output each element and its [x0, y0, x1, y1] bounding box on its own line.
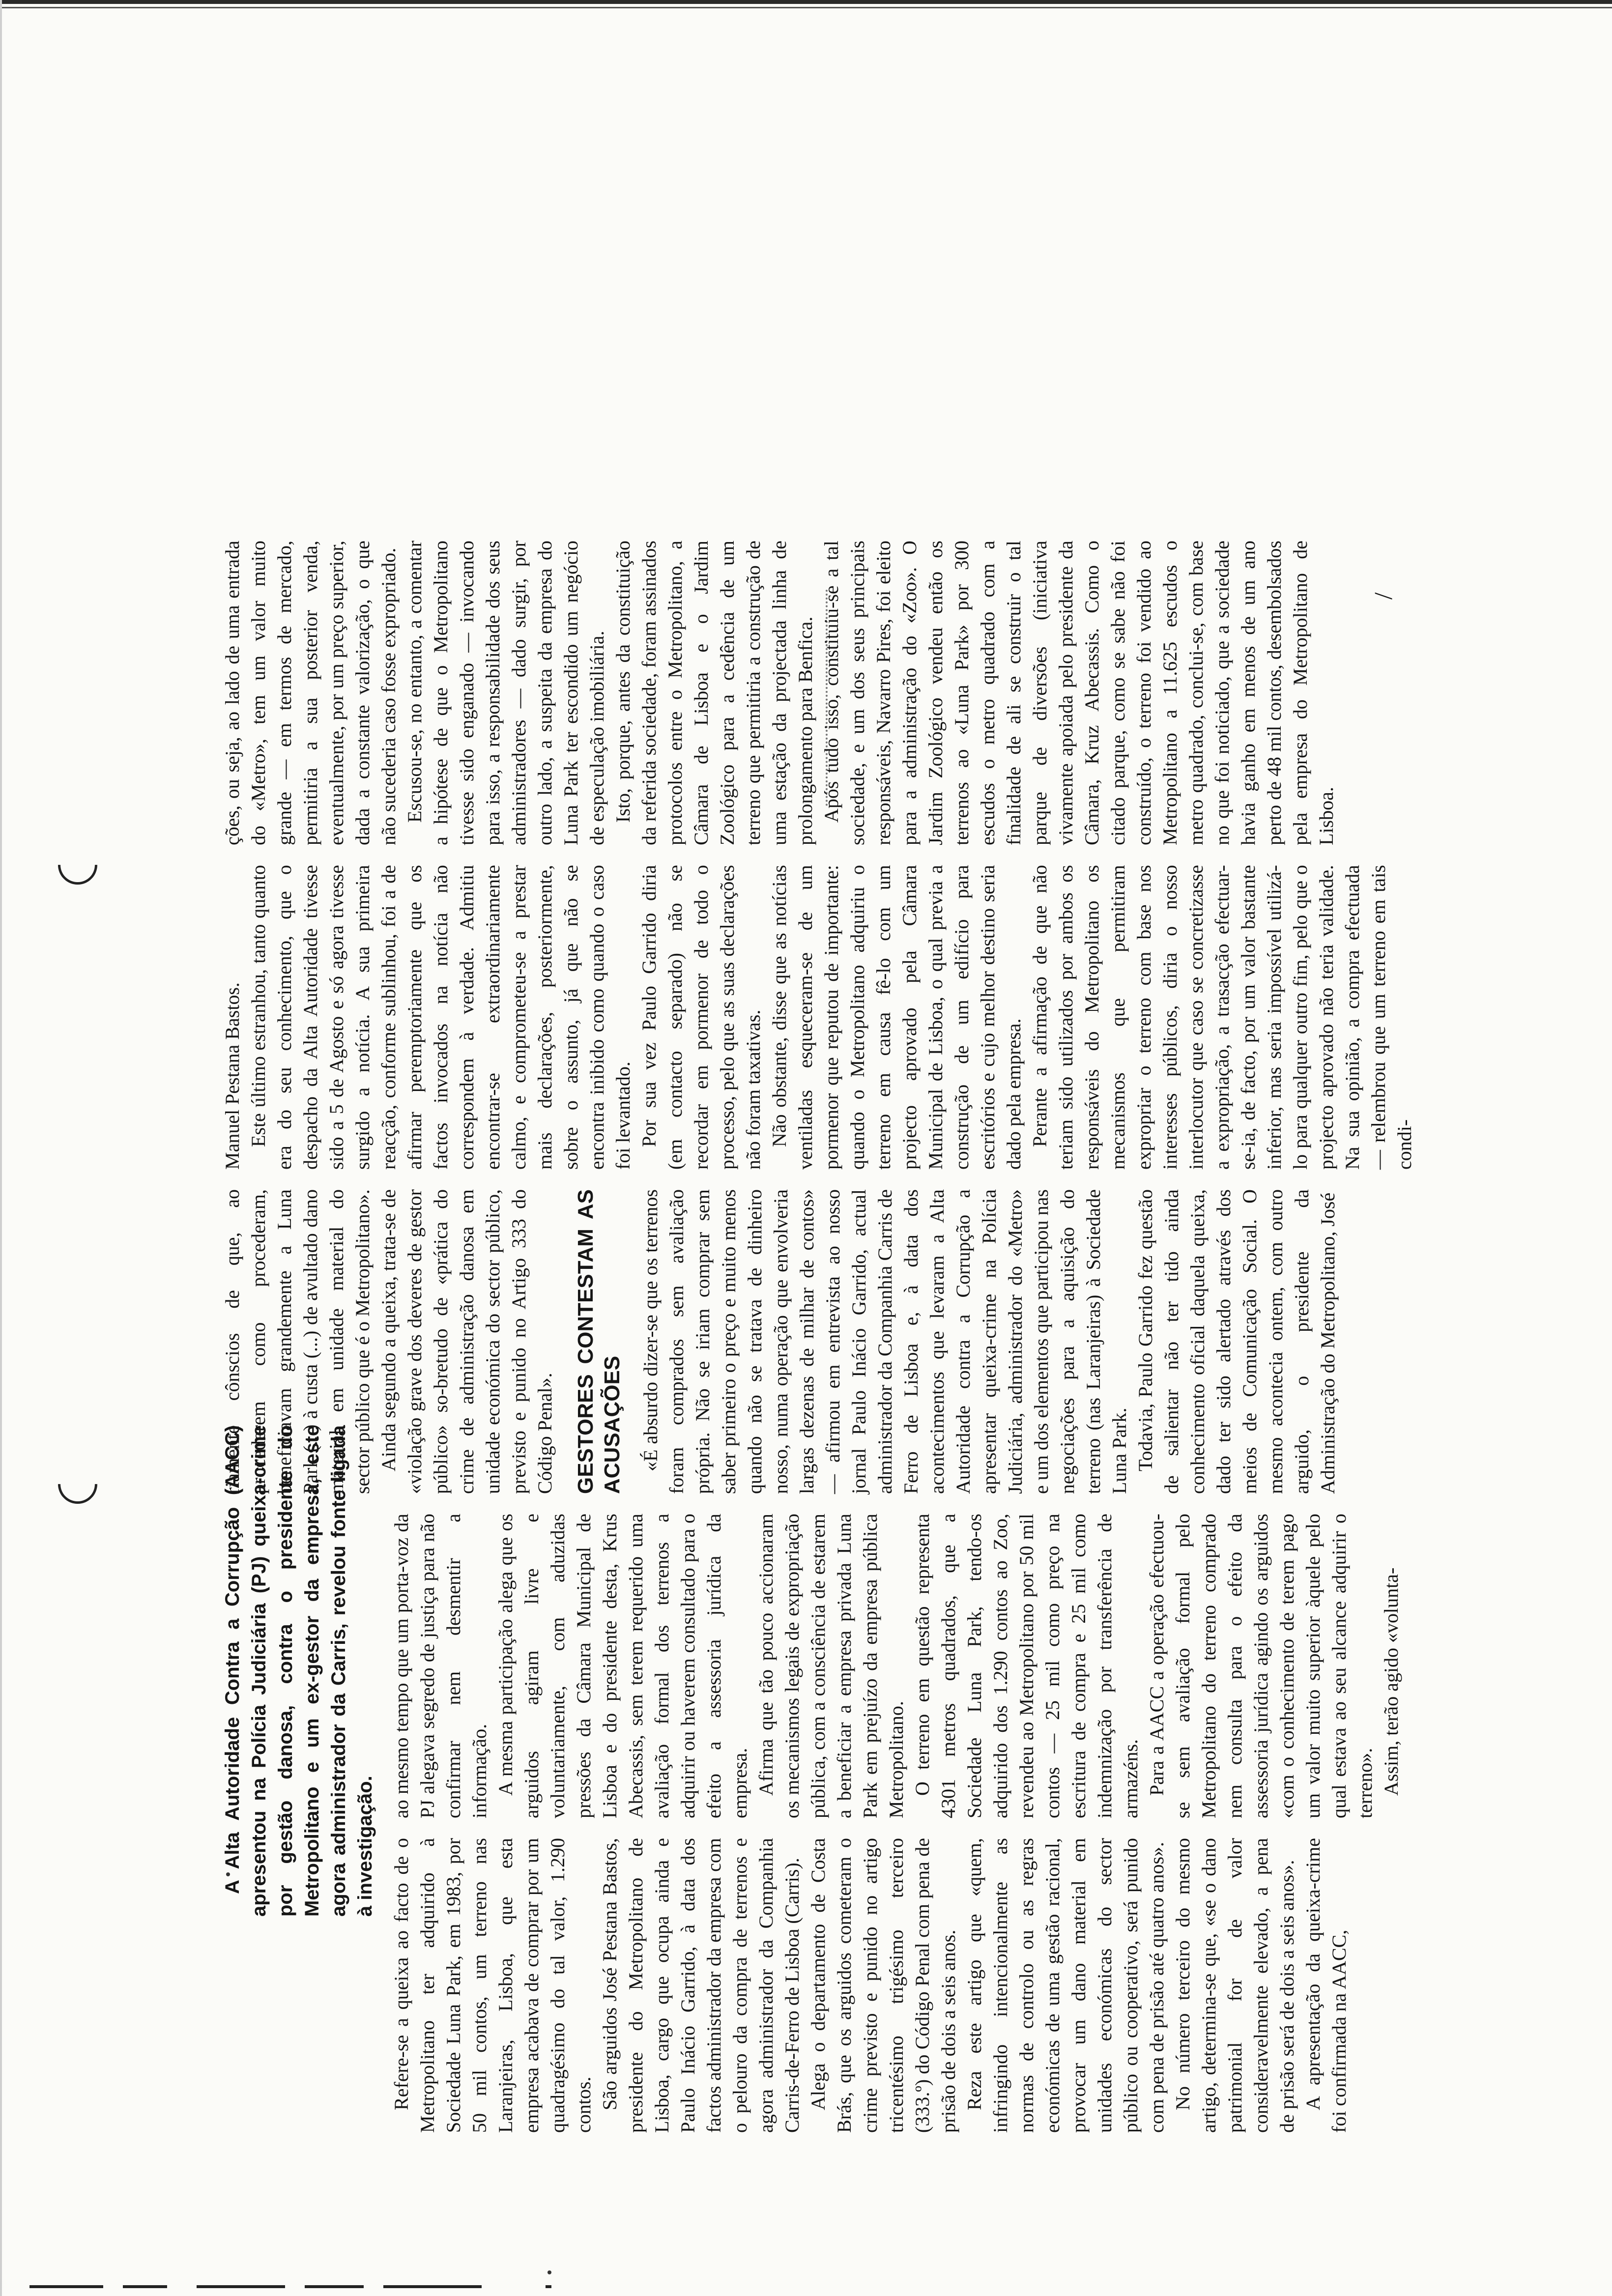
article-paragraph: Ainda segundo a queixa, trata-se de «violação grave dos deveres de gestor público» so-bretudo de «prática do crime de administração danosa em unidade económica do sector público, previsto e punido no Artigo 333 do Código Penal». [377, 1189, 556, 1494]
article-paragraph: Assim, terão agido «volunta- [1380, 1567, 1402, 1796]
article-paragraph: ao mesmo tempo que um porta-voz da PJ alegava segredo de justiça para não confirmar nem desmentir a informação. [390, 1514, 490, 1818]
article-paragraph: Não obstante, disse que as notícias ventiladas esqueceram-se de um pormenor que reputou de importante: quando o Metropolitano adquiriu o terreno em causa fê-lo com um projecto aprovado pela Câmara Municipal de Lisboa, o qual previa a construção de um edifício para escritórios e cujo melhor destino seria dado pela empresa. [768, 865, 1025, 1170]
article-paragraph: O terreno em questão representa 4301 metros quadrados, que a Sociedade Luna Park, tendo-os adquirido dos 1.290 contos ao Zoo, revendeu ao Metropolitano por 50 mil contos — 25 mil como preço na escritura de compra e 25 mil como indemnização por transferência de armazéns. [911, 1514, 1142, 1818]
article-column-4 [219, 865, 1417, 1170]
article-paragraph: Por sua vez Paulo Garrido diria (em contacto separado) não se recordar em pormenor de todo o processo, pelo que as suas declarações não foram taxativas. [638, 865, 764, 1170]
article-paragraph: Alega o departamento de Costa Brás, que os arguidos cometeram o crime previsto e punido no artigo tricentésimo trigésimo terceiro (333.º) do Código Penal com pena de prisão de dois a seis anos. [807, 1838, 959, 2133]
scan-border-top [0, 0, 1612, 4]
article-paragraph: «É absurdo dizer-se que os terrenos foram comprados sem avaliação própria. Não se iriam comprar sem saber primeiro o preço e muito menos quando não se tratava de dinheiro nosso, numa operação que envolveria largas dezenas de milhar de contos» — afirmou em entrevista ao nosso jornal Paulo Inácio Garrido, actual administrador da Companhia Carris de Ferro de Lisboa e, à data dos acontecimentos que levaram a Alta Autoridade contra a Corrupção a apresentar queixa-crime na Polícia Judiciária, administrador do «Metro» e um dos elementos que participou nas negociações para a aquisição do terreno (nas Laranjeiras) à Sociedade Luna Park. [639, 1189, 1130, 1494]
article-paragraph: A apresentação da queixa-crime foi confirmada na AACC, [1302, 1838, 1350, 2133]
article-paragraph: A mesma participação alega que os arguidos agiram livre e voluntariamente, com aduzidas pressões da Câmara Municipal de Lisboa e do presidente desta, Krus Abecassis, sem terem requerido uma avaliação formal dos terrenos a adquirir ou haverem consultado para o efeito a assessoria jurídica da empresa. [494, 1514, 751, 1818]
scan-border-line [0, 7, 1612, 8]
scan-bottom-marks [0, 2278, 1612, 2296]
closing-mark: / [1370, 592, 1398, 600]
article-paragraph: Perante a afirmação de que não teriam sido utilizados por ambos os responsáveis do Metropolitano os mecanismos que permitiram expropriar o terreno com base nos interesses públicos, diria o nosso interlocutor que caso se concretizasse a expropriação, a trasacção efectuar-se-ia, de facto, por um valor bastante inferior, mas seria impossível utilizá-lo para qualquer outro fim, pelo que o projecto aprovado não teria validade. Na sua opinião, a compra efectuada — relembrou que um terreno em tais condi- [1029, 865, 1415, 1170]
article-paragraph: Este último estranhou, tanto quanto era do seu conhecimento, que o despacho da Alta Autoridade tivesse sido a 5 de Agosto e só agora tivesse surgido a notícia. A sua primeira reacção, conforme sublinhou, foi a de afirmar peremptoriamente que os factos invocados na notícia não correspondem à verdade. Admitiu encontrar-se extraordinariamente calmo, e comprometeu-se a prestar mais declarações, posteriormente, sobre o assunto, já que não se encontra inibido como quando o caso foi levantado. [247, 865, 634, 1170]
article-paragraph: Afirma que tão pouco accionaram os mecanismos legais de expropriação pública, com a consciência de estarem a beneficiar a empresa privada Luna Park em prejuízo da empresa pública Metropolitano. [755, 1514, 907, 1818]
article-column-3 [219, 1189, 1341, 1494]
article-paragraph: Para a AACC a operação efectuou-se sem avaliação formal pelo Metropolitano do terreno comprado nem consulta para o efeito da assessoria jurídica agindo os arguidos «com o conhecimento de terem pago um valor muito superior àquele pelo qual estava ao seu alcance adquirir o terreno». [1146, 1514, 1376, 1818]
article-paragraph: ções, ou seja, ao lado de uma entrada do «Metro», tem um valor muito grande — em termos de mercado, permitiria a sua posterior venda, eventualmente, por um preço superior, dada a constante valorização, o que não sucederia caso fosse expropriado. [221, 541, 400, 845]
article-paragraph: São arguidos José Pestana Bastos, presidente do Metropolitano de Lisboa, cargo que ocupa ainda e Paulo Inácio Garrido, à data dos factos administrador da empresa com o pelouro da compra de terrenos e agora administrador da Companhia Carris-de-Ferro de Lisboa (Carris). [599, 1838, 803, 2133]
article-paragraph: Todavia, Paulo Garrido fez questão de salientar não ter tido ainda conhecimento oficial daquela queixa, dado ter sido alertado através dos meios de Comunicação Social. O mesmo acontecia ontem, com outro arguido, o presidente da Administração do Metropolitano, José [1134, 1189, 1339, 1494]
binder-hole-mark [50, 1456, 105, 1512]
subheading: GESTORES CONTESTAM AS ACUSAÇÕES [574, 1189, 624, 1494]
article-paragraph: riamente cônscios de que, ao procederem como procederam, beneficiavam grandemente a Luna Park (...) à custa (...) de avultado dano material em unidade material do sector público que é o Metropolitano». [221, 1189, 374, 1494]
article-paragraph: Após tudo isso, constituiu-se a tal sociedade, e um dos seus principais responsáveis, Navarro Pires, foi eleito para a administração do «Zoo». O Jardim Zoológico vendeu então os terrenos ao «Luna Park» por 300 escudos o metro quadrado com a finalidade de ali se construir o tal parque de diversões (iniciativa vivamente apoiada pelo presidente da Câmara, Kruz Abecassis. Como o citado parque, como se sabe não foi construído, o terreno foi vendido ao Metropolitano a 11.625 escudos o metro quadrado, conclui-se, com base no que foi noticiado, que a sociedade havia ganho em menos de um ano perto de 48 mil contos, desembolsados pela empresa do Metropolitano de Lisboa. [820, 541, 1337, 845]
article-paragraph: Reza este artigo que «quem, infringindo intencionalmente as normas de controlo ou as regras económicas de uma gestão racional, provocar um dano material em unidades económicas do sector público ou cooperativo, será punido com pena de prisão até quatro anos». [963, 1838, 1168, 2133]
article-paragraph: Refere-se a queixa ao facto de o Metropolitano ter adquirido à Sociedade Luna Park, em 1983, por 50 mil contos, um terreno nas Laranjeiras, Lisboa, que esta empresa acabava de comprar por um quadragésimo do tal valor, 1.290 contos. [390, 1838, 595, 2133]
lead-paragraph: A Alta Autoridade Contra a Corrupção (AACC) apresentou na Polícia Judiciária (PJ) queixa-crime por gestão danosa, contra o presidente do Metropolitano e um ex-gestor da empresa, este agora administrador da Carris, revelou fonte ligada à investigação. [222, 1425, 376, 1917]
article-paragraph: Isto, porque, antes da constituição da referida sociedade, foram assinados protocolos entre o Metropolitano, a Câmara de Lisboa e o Jardim Zoológico para a cedência de um terreno que permitiria a construção de uma estação da projectada linha de prolongamento para Benfica. [612, 541, 816, 845]
article-column-1 [388, 1838, 1352, 2133]
newspaper-clipping [202, 167, 1528, 2133]
article-lead [219, 1425, 378, 1917]
article-column-2 [388, 1514, 1404, 1818]
binder-hole-mark [50, 837, 105, 892]
article-column-5 [219, 541, 1339, 845]
article-paragraph: Escusou-se, no entanto, a comentar a hipótese de que o Metropolitano tivesse sido enganado — invocando para isso, a responsabilidade dos seus administradores — dado surgir, por outro lado, a suspeita da empresa do Luna Park ter escondido um negócio de especulação imobiliária. [403, 541, 608, 845]
article-paragraph: Manuel Pestana Bastos. [221, 982, 243, 1170]
scan-border-left [0, 0, 2, 2296]
article-paragraph: No número terceiro do mesmo artigo, determina-se que, «se o dano patrimonial for de valor consideravelmente elevado, a pena de prisão será de dois a seis anos». [1172, 1838, 1298, 2133]
scan-speck [547, 2270, 551, 2274]
